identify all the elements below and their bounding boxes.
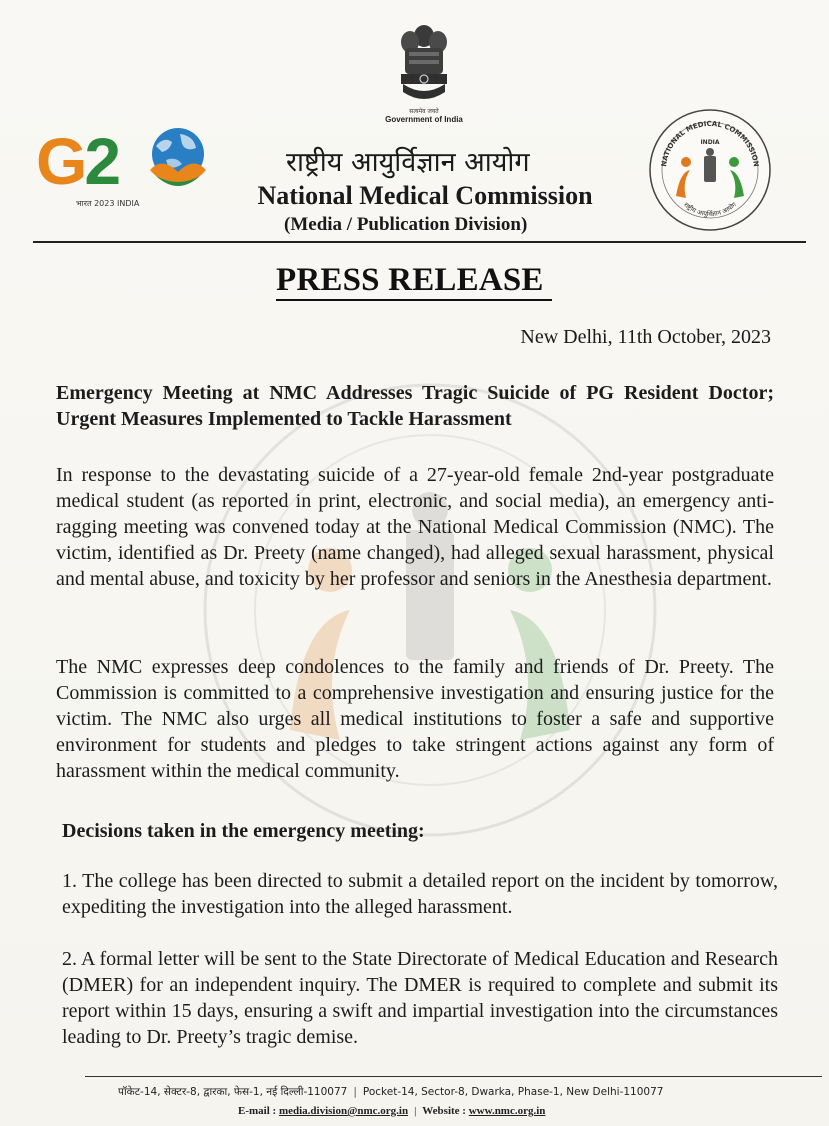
government-of-india-caption: Government of India xyxy=(385,115,463,124)
lion-capital-icon xyxy=(393,22,455,108)
footer-contact xyxy=(238,1105,545,1117)
address-english: Pocket-14, Sector-8, Dwarka, Phase-1, New Delhi-110077 xyxy=(362,1086,664,1098)
commission-title-hindi: राष्ट्रीय आयुर्विज्ञान आयोग xyxy=(286,147,530,178)
dateline: New Delhi, 11th October, 2023 xyxy=(520,326,771,348)
press-release-label: PRESS RELEASE xyxy=(276,262,544,298)
headline: Emergency Meeting at NMC Addresses Tragic Suicide of PG Resident Doctor; Urgent Measures Implemented to Tackle Harassment xyxy=(56,382,774,430)
nmc-seal-logo xyxy=(646,106,774,234)
seal-india-text: INDIA xyxy=(700,139,720,146)
seal-bottom-text: राष्ट्रीय आयुर्विज्ञान आयोग xyxy=(682,200,738,219)
website-link[interactable]: www.nmc.org.in xyxy=(468,1105,546,1117)
website-label: Website : xyxy=(422,1105,466,1117)
address-hindi: पॉकेट-14, सेक्टर-8, द्वारका, फेस-1, नई दिल्ली-110077 xyxy=(118,1086,348,1098)
emblem-motto: सत्यमेव जयते xyxy=(409,108,439,115)
decisions-heading: Decisions taken in the emergency meeting: xyxy=(62,820,425,842)
contact-separator: | xyxy=(414,1105,417,1117)
decision-item-2: 2. A formal letter will be sent to the State Directorate of Medical Education and Research (DMER) for an independent inquiry. The DMER is required to complete and submit its report within 15 days, ensuring a swift and impartial investigation into the circumstances leading to Dr. Preety’s tragic demise. xyxy=(62,948,778,1048)
g20-subtitle: भारत 2023 INDIA xyxy=(76,199,140,208)
globe-lotus-icon xyxy=(142,126,214,196)
seal-top-text: NATIONAL MEDICAL COMMISSION xyxy=(660,119,760,168)
address-separator: | xyxy=(353,1086,357,1098)
decision-item-1: 1. The college has been directed to submit a detailed report on the incident by tomorrow, expediting the investigation into the alleged harassment. xyxy=(62,870,778,918)
g20-logo xyxy=(32,118,222,218)
footer-divider xyxy=(85,1076,822,1077)
body-paragraph-1: In response to the devastating suicide of a 27-year-old female 2nd-year postgraduate medical student (as reported in print, electronic, and social media), an emergency anti-ragging meeting was convened today at the National Medical Commission (NMC). The victim, identified as Dr. Preety (name changed), had alleged sexual harassment, physical and mental abuse, and toxicity by her professor and seniors in the Anesthesia department. xyxy=(56,464,774,590)
press-release-underline xyxy=(276,299,552,301)
g20-logo-text: G2 xyxy=(36,124,119,198)
email-link[interactable]: media.division@nmc.org.in xyxy=(278,1105,409,1117)
body-paragraph-2: The NMC expresses deep condolences to the family and friends of Dr. Preety. The Commission is committed to a comprehensive investigation and ensuring justice for the victim. The NMC also urges all medical institutions to foster a safe and supportive environment for students and pledges to take stringent actions against any form of harassment within the medical community. xyxy=(56,656,774,782)
commission-title-english: National Medical Commission xyxy=(257,181,593,210)
email-label: E-mail : xyxy=(238,1105,277,1117)
division-subtitle: (Media / Publication Division) xyxy=(284,214,528,235)
national-emblem xyxy=(384,22,464,140)
footer-address xyxy=(118,1085,663,1099)
header-divider xyxy=(33,241,806,243)
